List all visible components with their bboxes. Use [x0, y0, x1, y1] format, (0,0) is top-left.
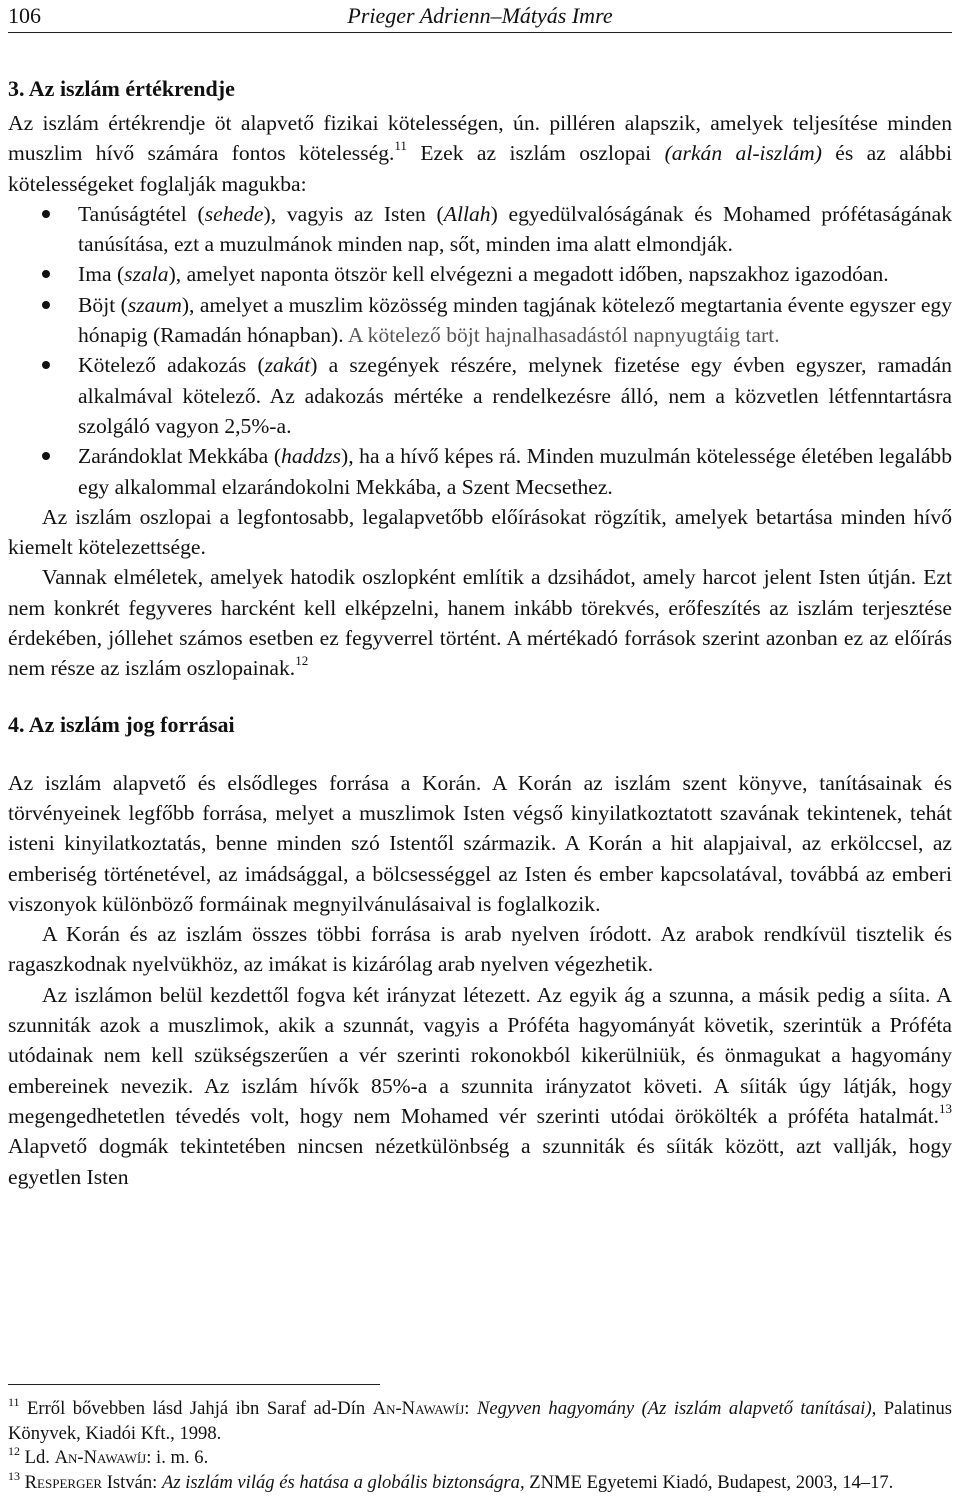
section3-paragraph-3 [8, 562, 952, 683]
pillar-text: ), ha a hívő képes rá. Minden muzulmán kötelessége életében legalább egy alkalommal elzarándokolni Mekkába, a Szent Mecsethez. [78, 444, 953, 499]
footnote-11 [8, 1397, 952, 1446]
pillar-term: Allah [443, 201, 491, 226]
footnotes [8, 1397, 952, 1495]
section3-intro [8, 108, 952, 199]
footnote-author: An-Nawawíj [372, 1398, 465, 1419]
footnote-text: : i. m. 6. [146, 1447, 209, 1468]
intro-text-a: Az iszlám értékrendje öt alapvető fizikai kötelességen, ún. pilléren alapszik, amelyek teljesítése minden muszlim hívő számára fontos kötelesség. [8, 111, 952, 166]
section4-paragraph-1: Az iszlám alapvető és elsődleges forrása a Korán. A Korán az iszlám szent könyve, tanításainak és törvényeinek legfőbb forrása, melyet a muszlimok Isten végső kinyilatkoztatott szavának tekintenek, tehát isteni kinyilatkoztatás, benne minden szó Istentől származik. A Korán a hit alapjaival, az erkölccsel, az emberiség történetével, az imádsággal, a bölcsességgel az Isten és ember kapcsolatával, továbbá az emberi viszonyok különböző formáinak megnyilvánulásaival is foglalkozik. [8, 770, 952, 916]
footnote-12 [8, 1446, 952, 1471]
footnote-author: Resperger [24, 1471, 103, 1493]
footnote-text: , ZNME Egyetemi Kiadó, Budapest, 2003, 14–17. [519, 1471, 894, 1493]
pillar-term: haddzs [281, 444, 342, 469]
section4-paragraph-3 [8, 980, 952, 1192]
pillar-text: Kötelező adakozás ( [78, 353, 265, 378]
footnote-ref-11: 11 [394, 138, 407, 154]
pillar-text: Ima ( [78, 262, 125, 287]
list-item [8, 350, 952, 441]
footnote-number: 12 [8, 1444, 20, 1458]
footnote-title: Negyven hagyomány (Az iszlám alapvető tanításai) [476, 1398, 872, 1419]
bullet-icon [42, 210, 50, 218]
footnote-number: 13 [8, 1468, 20, 1483]
paragraph-text: Alapvető dogmák tekintetében nincsen nézetkülönbség a szunniták és síiták között, azt vallják, hogy egyetlen Isten [8, 1134, 952, 1189]
footnote-separator [8, 1384, 380, 1385]
paragraph-text: Az iszlámon belül kezdettől fogva két irányzat létezett. Az egyik ág a szunna, a másik pedig a síita. A szunniták azok a muszlimok, akik a szunnát, vagyis a Próféta hagyományát követik, szerintük a Próféta utódainak nem kell szükségszerűen a vér szerinti rokonokból kikerülniük, és önmagukat a hagyomány embereinek nevezik. Az iszlám hívők 85%-a a szunnita irányzatot követi. A síiták úgy látják, hogy megengedhetetlen tévedés volt, hogy nem Mohamed vér szerinti utódai örökölték a próféta hatalmát. [8, 982, 952, 1128]
intro-text-b: Ezek az iszlám oszlopai [406, 141, 665, 166]
pillar-term: zakát [264, 353, 311, 378]
footnote-text: Erről bővebben lásd Jahjá ibn Saraf ad-Dín [19, 1398, 373, 1419]
pillar-text: ), amelyet naponta ötször kell elvégezni a megadott időben, napszakhoz igazodóan. [168, 262, 889, 287]
page-number: 106 [8, 3, 41, 28]
pillar-text: ), vagyis az Isten ( [263, 201, 444, 226]
bullet-icon [42, 361, 50, 369]
paragraph-text: Vannak elméletek, amelyek hatodik oszlopként említik a dzsihádot, amely harcot jelent Isten útján. Ezt nem konkrét fegyveres harcként kell elképzelni, hanem inkább törekvés, erőfeszítés az iszlám terjesztése érdekében, jóllehet számos esetben ez fegyverrel történt. A mértékadó források szerint azonban ez az előírás nem része az iszlám oszlopainak. [8, 565, 952, 681]
bullet-icon [42, 301, 50, 309]
footnote-text: István: [102, 1471, 162, 1493]
list-item [8, 259, 952, 289]
pillar-text: ) a szegények részére, melynek fizetése egy évben egyszer, ramadán alkalmával kötelező. Az adakozás mértéke a rendelkezésre álló, nem a közvetlen létfenntartásra szolgáló vagyon 2,5%-a. [78, 353, 952, 438]
pillar-term: sehede [204, 201, 264, 226]
footnote-author: An-Nawawíj [54, 1447, 147, 1468]
pillars-list [8, 199, 952, 502]
section4-paragraph-2: A Korán és az iszlám összes többi forrása is arab nyelven íródott. Az arabok rendkívül tisztelik és ragaszkodnak nyelvükhöz, az imákat is kizárólag arab nyelven végezhetik. [8, 922, 952, 977]
footnote-13 [8, 1468, 952, 1496]
pillar-text: ), amelyet a muszlim közösség minden tagjának kötelező megtartania évente egyszer egy hónapig (Ramadán hónapban). [78, 292, 952, 348]
intro-text-c: és az alábbi kötelességeket foglalják magukba: [8, 141, 953, 196]
list-item [8, 290, 952, 351]
section-heading-3: 3. Az iszlám értékrendje [8, 76, 235, 101]
footnote-text: Ld. [20, 1447, 55, 1468]
running-title: Prieger Adrienn–Mátyás Imre [347, 3, 613, 28]
section-heading-4: 4. Az iszlám jog forrásai [8, 711, 235, 737]
pillar-text: Zarándoklat Mekkába ( [78, 444, 282, 469]
bullet-icon [42, 270, 50, 278]
pillar-text: Böjt ( [78, 292, 128, 317]
page-header [8, 0, 952, 33]
pillar-extra-text: A kötelező böjt hajnalhasadástól napnyugtáig tart. [343, 323, 780, 348]
list-item [8, 441, 952, 502]
footnote-title: Az iszlám világ és hatása a globális biztonságra [161, 1471, 520, 1493]
intro-term: (arkán al-iszlám) [664, 141, 822, 166]
bullet-icon [42, 452, 50, 460]
footnote-ref-12: 12 [295, 653, 309, 669]
footnote-ref-13: 13 [939, 1100, 952, 1116]
list-item [8, 199, 952, 260]
footnote-text: : [464, 1398, 477, 1419]
pillar-text: ) egyedülvalóságának és Mohamed prófétaságának tanúsítása, ezt a muzulmánok minden nap, sőt, minden ima alatt elmondják. [78, 201, 953, 257]
footnote-text: , Palatinus Könyvek, Kiadói Kft., 1998. [8, 1398, 952, 1444]
pillar-term: szala [124, 262, 169, 287]
pillar-term: szaum [127, 292, 182, 317]
page-body [8, 60, 952, 1192]
pillar-text: Tanúságtétel ( [78, 201, 205, 226]
section3-paragraph-2: Az iszlám oszlopai a legfontosabb, legalapvetőbb előírásokat rögzítik, amelyek betartása minden hívő kiemelt kötelezettsége. [8, 504, 952, 560]
footnote-number: 11 [8, 1395, 20, 1409]
